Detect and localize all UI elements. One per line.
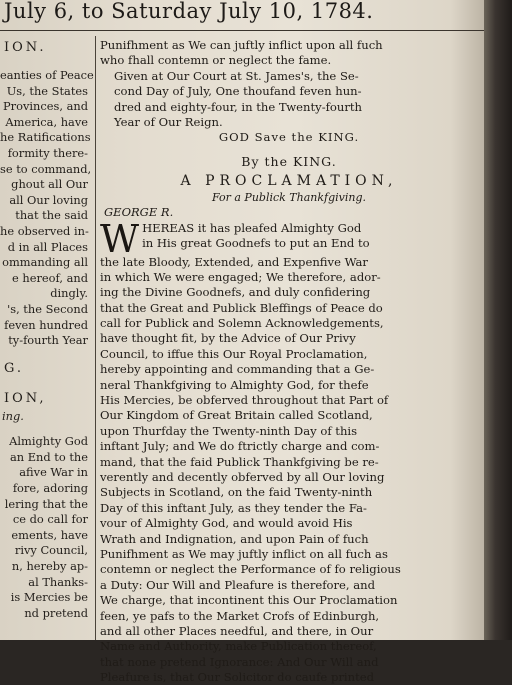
left-text-line: Almighty God [9,434,88,449]
left-heading: G. [4,360,25,376]
text-line: hereby appointing and commanding that a Ge- [100,362,375,377]
given-at-court-text [100,69,478,131]
text-line: Day of this inftant July, as they tender the Fa- [100,500,367,515]
left-text-line: formity there- [7,145,88,160]
text-line: Given at Our Court at St. James's, the Se- [114,68,359,83]
text-line: ing the Divine Goodnefs, and duly confidering [100,285,371,300]
left-text-line: lering that the [4,496,88,511]
left-text-line: is Mercies be [10,590,88,605]
left-text-line: an End to the [9,449,88,464]
text-line: that none pretend Ignorance: And Our Will and [100,654,379,669]
left-text-line: Us, the States [6,83,88,98]
text-line: Punifhment as We can juftly inflict upon all fuch [100,38,383,52]
left-text-line: dingly. [50,286,88,301]
text-line: a Duty: Our Will and Pleafure is therefore, and [100,577,376,592]
text-line: vour of Almighty God, and would avoid His [100,516,353,531]
text-line: His Mercies, be obferved throughout that Part of [100,393,389,408]
proclamation-body [100,255,478,685]
proclamation-heading: A PROCLAMATION, [180,172,398,189]
left-text-line: ommanding all [2,255,88,270]
text-line: upon Thurfday the Twenty-ninth Day of this [100,423,358,438]
text-line: Name and Authority, make Publication thereof, [100,639,377,654]
line-gap [0,424,92,434]
text-line: Our Kingdom of Great Britain called Scotland, [100,408,373,423]
text-line: mand, that the faid Publick Thankfgiving be re- [100,454,379,469]
text-line: who fhall contemn or neglect the fame. [100,53,332,68]
by-the-king-heading: By the KING. [241,153,337,169]
page-shadow [484,0,512,640]
left-heading: ION, [4,390,47,406]
text-line: the late Bloody, Extended, and Expenfive War [100,254,368,269]
left-text-line: Provinces, and [2,99,88,114]
left-text-line: he Ratifications [0,130,91,145]
text-line: Wrath and Indignation, and upon Pain of fuch [100,531,369,546]
left-text-line: eanties of Peace [0,68,94,82]
left-text-line: ty-fourth Year [8,333,88,348]
god-save-the-king: GOD Save the KING. [218,130,360,145]
text-line: inftant July; and We do ftrictly charge and com- [100,439,380,454]
text-line: Punifhment as We may juftly inflict on all fuch as [100,546,388,561]
text-line: and all other Places needful, and there, in Our [100,623,374,638]
masthead-rule [0,30,490,31]
text-line: contemn or neglect the Performance of fo religious [100,562,401,577]
line-gap [0,379,92,389]
masthead-date-line: July 6, to Saturday July 10, 1784. [4,0,374,23]
line-gap [0,58,92,68]
left-column [0,38,92,640]
proclamation-subtitle: For a Publick Thankfgiving. [211,190,367,204]
punishment-text [100,38,478,69]
text-line: We charge, that incontinent this Our Proclamation [100,593,398,608]
left-text-line: se to command, [0,161,92,176]
line-gap [0,349,92,359]
text-line: Council, to iffue this Our Royal Proclamation, [100,346,368,361]
text-line: Year of Our Reign. [114,114,223,129]
king-signature: GEORGE R. [104,205,174,220]
left-text-line: ements, have [11,527,88,542]
left-heading: ION. [4,40,47,55]
drop-cap-letter: W [100,216,140,261]
left-text-line: fore, adoring [12,481,88,496]
right-column [100,38,478,685]
left-text-line: rivy Council, [14,543,88,558]
left-text-line: n, hereby ap- [11,559,88,574]
left-text-line: he observed in- [0,223,89,238]
left-text-line: ghout all Our [11,177,88,192]
left-text-line: d in all Places [7,239,88,254]
left-text-line: feven hundred [4,317,88,332]
text-line: HEREAS it has pleafed Almighty God [142,220,362,235]
left-text-line: all Our loving [9,192,88,207]
proclamation-opening [100,216,478,261]
text-line: in His great Goodnefs to put an End to [142,235,370,250]
left-text-line: ing. [2,408,24,423]
column-rule [95,36,96,640]
text-line: cond Day of July, One thoufand feven hun- [114,84,362,99]
text-line: in which We were engaged; We therefore, ador- [100,269,381,284]
text-line: have thought fit, by the Advice of Our Privy [100,331,356,346]
text-line: feen, ye pafs to the Market Crofs of Edinburgh, [100,608,380,623]
text-line: Subjects in Scotland, on the faid Twenty-ninth [100,485,373,500]
left-text-line: America, have [5,114,88,129]
text-line: neral Thankfgiving to Almighty God, for thefe [100,377,369,392]
left-text-line: 's, the Second [7,301,88,316]
left-text-line: al Thanks- [28,574,88,589]
text-line: Pleafure is, that Our Solicitor do caufe printed [100,670,375,685]
left-text-line: that the said [15,208,88,223]
text-line: call for Publick and Solemn Acknowledgements, [100,316,384,331]
text-line: that the Great and Publick Bleffings of Peace do [100,300,383,315]
left-text-line: ce do call for [12,512,88,527]
left-text-line: nd pretend [24,605,88,620]
left-text-line: afive War in [19,465,88,480]
left-text-line: e hereof, and [12,270,88,285]
text-line: dred and eighty-four, in the Twenty-fourth [114,99,363,114]
text-line: verently and decently obferved by all Our loving [100,469,385,484]
